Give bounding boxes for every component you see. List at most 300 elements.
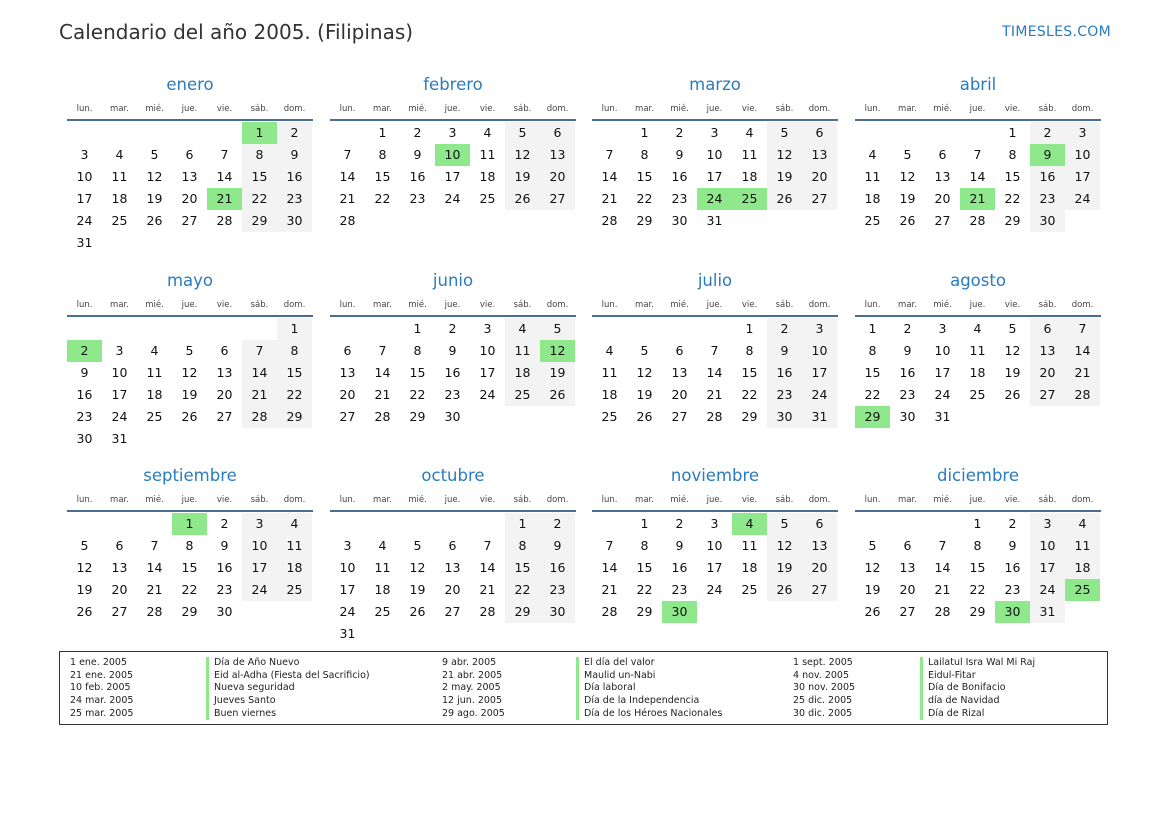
weekday-label: dom. xyxy=(808,495,831,505)
weekday-label: lun. xyxy=(339,300,356,310)
day-cell: 29 xyxy=(409,409,426,424)
day-cell: 24 xyxy=(76,213,93,228)
legend-holiday-name: El día del valor xyxy=(576,657,722,670)
weekday-label: dom. xyxy=(808,300,831,310)
empty-day-cell xyxy=(1065,601,1100,623)
day-cell: 10 xyxy=(706,538,723,553)
legend-holiday-name: Nueva seguridad xyxy=(206,682,370,695)
day-cell: 28 xyxy=(1065,384,1100,406)
legend-date: 10 feb. 2005 xyxy=(70,682,131,694)
day-cell: 19 xyxy=(146,191,163,206)
day-cell: 11 xyxy=(864,169,881,184)
day-cell: 4 xyxy=(745,125,754,140)
day-cell: 26 xyxy=(864,604,881,619)
day-cell: 12 xyxy=(899,169,916,184)
day-cell: 9 xyxy=(1008,538,1017,553)
weekday-label: sáb. xyxy=(1038,104,1057,114)
day-cell: 10 xyxy=(706,147,723,162)
empty-day-cell xyxy=(137,232,172,254)
day-cell: 9 xyxy=(413,147,422,162)
day-cell: 1 xyxy=(868,321,877,336)
day-cell: 30 xyxy=(767,406,802,428)
day-cell: 27 xyxy=(934,213,951,228)
day-cell: 31 xyxy=(706,213,723,228)
day-cell: 20 xyxy=(671,387,688,402)
month-abril xyxy=(855,74,1101,232)
day-cell: 21 xyxy=(601,191,618,206)
day-cell: 10 xyxy=(479,343,496,358)
legend-names-column xyxy=(920,657,1035,720)
day-cell: 23 xyxy=(444,387,461,402)
day-cell: 1 xyxy=(505,513,540,535)
empty-day-cell xyxy=(400,210,435,232)
day-cell: 23 xyxy=(671,191,688,206)
holiday-legend xyxy=(59,651,1108,725)
day-cell: 17 xyxy=(706,560,723,575)
day-grid xyxy=(592,512,838,623)
month-name: abril xyxy=(959,75,997,94)
weekday-label: jue. xyxy=(706,300,723,310)
day-cell: 28 xyxy=(601,604,618,619)
day-cell: 8 xyxy=(640,147,649,162)
day-cell: 28 xyxy=(934,604,951,619)
day-cell: 2 xyxy=(540,513,575,535)
holiday-day-cell: 29 xyxy=(855,406,890,428)
weekday-label: mié. xyxy=(670,495,689,505)
day-cell: 21 xyxy=(706,387,723,402)
day-cell: 17 xyxy=(242,557,277,579)
day-cell: 28 xyxy=(339,213,356,228)
day-cell: 22 xyxy=(969,582,986,597)
day-cell: 6 xyxy=(1030,318,1065,340)
weekday-label: dom. xyxy=(283,300,306,310)
weekday-label: jue. xyxy=(444,104,461,114)
day-cell: 12 xyxy=(146,169,163,184)
day-cell: 24 xyxy=(111,409,128,424)
day-cell: 5 xyxy=(903,147,912,162)
day-cell: 14 xyxy=(706,365,723,380)
day-cell: 6 xyxy=(802,122,837,144)
weekday-label: mié. xyxy=(670,104,689,114)
weekday-label: mié. xyxy=(145,300,164,310)
weekday-label: mar. xyxy=(898,495,917,505)
brand-link[interactable]: TIMESLES.COM xyxy=(1002,24,1111,40)
weekday-label: lun. xyxy=(76,300,93,310)
empty-day-cell xyxy=(330,122,365,144)
day-cell: 23 xyxy=(540,579,575,601)
day-cell: 5 xyxy=(413,538,422,553)
weekday-label: vie. xyxy=(216,495,233,505)
day-cell: 11 xyxy=(1065,535,1100,557)
day-cell: 10 xyxy=(76,169,93,184)
day-cell: 1 xyxy=(1008,125,1017,140)
legend-holiday-name: Día de Año Nuevo xyxy=(206,657,370,670)
weekday-label: sáb. xyxy=(775,104,794,114)
day-cell: 12 xyxy=(409,560,426,575)
day-cell: 26 xyxy=(146,213,163,228)
empty-day-cell xyxy=(995,406,1030,428)
month-julio xyxy=(592,270,838,428)
empty-day-cell xyxy=(172,232,207,254)
month-junio xyxy=(330,270,576,428)
day-cell: 15 xyxy=(277,362,312,384)
day-cell: 4 xyxy=(115,147,124,162)
weekday-label: mié. xyxy=(408,495,427,505)
day-cell: 29 xyxy=(505,601,540,623)
day-cell: 7 xyxy=(378,343,387,358)
day-cell: 28 xyxy=(479,604,496,619)
empty-day-cell xyxy=(802,210,837,232)
day-cell: 23 xyxy=(76,409,93,424)
empty-day-cell xyxy=(767,210,802,232)
weekday-label: jue. xyxy=(706,104,723,114)
day-cell: 16 xyxy=(277,166,312,188)
day-cell: 19 xyxy=(540,362,575,384)
day-cell: 16 xyxy=(76,387,93,402)
weekday-label: vie. xyxy=(741,104,758,114)
empty-day-cell xyxy=(592,122,627,144)
holiday-day-cell: 2 xyxy=(67,340,102,362)
day-cell: 15 xyxy=(636,560,653,575)
day-cell: 19 xyxy=(767,166,802,188)
weekday-header xyxy=(67,99,313,121)
day-cell: 2 xyxy=(903,321,912,336)
day-cell: 30 xyxy=(540,601,575,623)
month-name: junio xyxy=(432,271,474,290)
weekday-label: vie. xyxy=(216,104,233,114)
empty-day-cell xyxy=(102,232,137,254)
day-cell: 25 xyxy=(505,384,540,406)
weekday-label: jue. xyxy=(181,495,198,505)
weekday-label: mié. xyxy=(933,104,952,114)
empty-day-cell xyxy=(767,601,802,623)
empty-day-cell xyxy=(67,122,102,144)
day-cell: 25 xyxy=(969,387,986,402)
empty-day-cell xyxy=(890,513,925,535)
day-cell: 18 xyxy=(146,387,163,402)
day-cell: 26 xyxy=(76,604,93,619)
empty-day-cell xyxy=(1030,406,1065,428)
day-cell: 30 xyxy=(216,604,233,619)
day-grid xyxy=(592,317,838,428)
day-cell: 31 xyxy=(339,626,356,641)
day-cell: 26 xyxy=(636,409,653,424)
day-cell: 18 xyxy=(741,560,758,575)
empty-day-cell xyxy=(732,601,767,623)
day-cell: 16 xyxy=(671,560,688,575)
weekday-header xyxy=(855,490,1101,512)
legend-date: 21 abr. 2005 xyxy=(442,669,503,681)
day-cell: 7 xyxy=(220,147,229,162)
day-cell: 12 xyxy=(864,560,881,575)
weekday-label: mar. xyxy=(373,495,392,505)
day-cell: 9 xyxy=(80,365,89,380)
day-cell: 20 xyxy=(1030,362,1065,384)
day-cell: 1 xyxy=(378,125,387,140)
legend-date: 29 ago. 2005 xyxy=(442,707,505,719)
day-cell: 11 xyxy=(374,560,391,575)
empty-day-cell xyxy=(855,122,890,144)
day-cell: 28 xyxy=(706,409,723,424)
weekday-label: jue. xyxy=(969,104,986,114)
day-cell: 5 xyxy=(540,318,575,340)
day-cell: 23 xyxy=(1004,582,1021,597)
day-cell: 5 xyxy=(868,538,877,553)
day-cell: 14 xyxy=(242,362,277,384)
weekday-label: mié. xyxy=(408,104,427,114)
empty-day-cell xyxy=(592,513,627,535)
day-cell: 18 xyxy=(111,191,128,206)
weekday-label: jue. xyxy=(706,495,723,505)
holiday-day-cell: 25 xyxy=(732,188,767,210)
weekday-label: jue. xyxy=(444,495,461,505)
weekday-label: lun. xyxy=(76,495,93,505)
day-cell: 2 xyxy=(277,122,312,144)
day-cell: 13 xyxy=(1030,340,1065,362)
day-cell: 23 xyxy=(899,387,916,402)
day-cell: 27 xyxy=(899,604,916,619)
day-cell: 5 xyxy=(767,122,802,144)
weekday-label: mar. xyxy=(635,495,654,505)
month-name: julio xyxy=(697,271,733,290)
weekday-label: sáb. xyxy=(775,300,794,310)
day-cell: 1 xyxy=(973,516,982,531)
month-diciembre xyxy=(855,465,1101,623)
weekday-label: sáb. xyxy=(250,300,269,310)
legend-date: 25 dic. 2005 xyxy=(793,695,853,707)
day-cell: 12 xyxy=(505,144,540,166)
legend-date: 1 sept. 2005 xyxy=(793,657,853,668)
day-grid xyxy=(67,512,313,623)
day-cell: 18 xyxy=(601,387,618,402)
day-cell: 1 xyxy=(745,321,754,336)
day-cell: 3 xyxy=(1065,122,1100,144)
day-cell: 15 xyxy=(181,560,198,575)
day-cell: 23 xyxy=(1030,188,1065,210)
day-cell: 22 xyxy=(505,579,540,601)
day-cell: 21 xyxy=(242,384,277,406)
day-cell: 9 xyxy=(540,535,575,557)
day-cell: 12 xyxy=(767,535,802,557)
holiday-day-cell: 21 xyxy=(960,188,995,210)
holiday-day-cell: 24 xyxy=(697,188,732,210)
legend-holiday-name: Maulid un-Nabi xyxy=(576,670,722,683)
empty-day-cell xyxy=(592,318,627,340)
day-cell: 27 xyxy=(181,213,198,228)
day-cell: 9 xyxy=(277,144,312,166)
day-cell: 18 xyxy=(1065,557,1100,579)
day-cell: 19 xyxy=(181,387,198,402)
day-cell: 9 xyxy=(448,343,457,358)
day-cell: 17 xyxy=(1065,166,1100,188)
day-cell: 20 xyxy=(802,557,837,579)
empty-day-cell xyxy=(802,601,837,623)
weekday-label: dom. xyxy=(283,104,306,114)
weekday-label: lun. xyxy=(864,104,881,114)
empty-day-cell xyxy=(960,122,995,144)
day-cell: 11 xyxy=(505,340,540,362)
empty-day-cell xyxy=(662,318,697,340)
day-cell: 27 xyxy=(216,409,233,424)
day-cell: 26 xyxy=(767,579,802,601)
day-cell: 20 xyxy=(181,191,198,206)
day-cell: 25 xyxy=(479,191,496,206)
weekday-header xyxy=(855,99,1101,121)
legend-date: 4 nov. 2005 xyxy=(793,669,849,681)
empty-day-cell xyxy=(1065,210,1100,232)
weekday-label: sáb. xyxy=(775,495,794,505)
legend-holiday-name: Día de Rizal xyxy=(920,708,1035,721)
page-title: Calendario del año 2005. (Filipinas) xyxy=(59,20,414,44)
day-grid xyxy=(855,121,1101,232)
day-cell: 4 xyxy=(378,538,387,553)
day-cell: 14 xyxy=(146,560,163,575)
day-cell: 22 xyxy=(741,387,758,402)
empty-day-cell xyxy=(242,428,277,450)
day-cell: 21 xyxy=(1065,362,1100,384)
day-cell: 24 xyxy=(802,384,837,406)
day-cell: 24 xyxy=(1030,579,1065,601)
day-cell: 31 xyxy=(111,431,128,446)
day-cell: 18 xyxy=(741,169,758,184)
day-cell: 16 xyxy=(671,169,688,184)
weekday-header xyxy=(330,99,576,121)
legend-holiday-name: Eid al-Adha (Fiesta del Sacrificio) xyxy=(206,670,370,683)
empty-day-cell xyxy=(890,122,925,144)
weekday-label: jue. xyxy=(969,300,986,310)
weekday-label: lun. xyxy=(601,104,618,114)
day-cell: 7 xyxy=(483,538,492,553)
weekday-label: lun. xyxy=(339,104,356,114)
weekday-label: sáb. xyxy=(250,104,269,114)
day-cell: 28 xyxy=(601,213,618,228)
day-cell: 21 xyxy=(374,387,391,402)
day-cell: 14 xyxy=(1065,340,1100,362)
day-cell: 11 xyxy=(111,169,128,184)
empty-day-cell xyxy=(330,318,365,340)
empty-day-cell xyxy=(400,513,435,535)
day-cell: 29 xyxy=(636,213,653,228)
legend-date: 30 nov. 2005 xyxy=(793,682,856,694)
day-cell: 31 xyxy=(802,406,837,428)
legend-date: 1 ene. 2005 xyxy=(70,657,127,668)
month-name: noviembre xyxy=(670,466,760,485)
empty-day-cell xyxy=(137,428,172,450)
day-cell: 19 xyxy=(899,191,916,206)
empty-day-cell xyxy=(67,513,102,535)
weekday-label: dom. xyxy=(1071,300,1094,310)
day-cell: 8 xyxy=(378,147,387,162)
day-cell: 29 xyxy=(636,604,653,619)
day-grid xyxy=(855,317,1101,428)
legend-dates-column xyxy=(793,657,855,720)
empty-day-cell xyxy=(365,318,400,340)
day-cell: 11 xyxy=(479,147,496,162)
holiday-day-cell: 1 xyxy=(242,122,277,144)
empty-day-cell xyxy=(1065,406,1100,428)
empty-day-cell xyxy=(627,318,662,340)
holiday-day-cell: 9 xyxy=(1030,144,1065,166)
day-cell: 4 xyxy=(505,318,540,340)
empty-day-cell xyxy=(470,210,505,232)
month-name: agosto xyxy=(950,271,1006,290)
day-cell: 27 xyxy=(1030,384,1065,406)
weekday-label: lun. xyxy=(864,495,881,505)
weekday-label: mar. xyxy=(110,104,129,114)
month-name: mayo xyxy=(166,271,214,290)
day-cell: 5 xyxy=(150,147,159,162)
legend-holiday-name: Día laboral xyxy=(576,682,722,695)
day-cell: 21 xyxy=(934,582,951,597)
day-cell: 23 xyxy=(671,582,688,597)
day-cell: 31 xyxy=(76,235,93,250)
legend-holiday-name: Lailatul Isra Wal Mi Raj xyxy=(920,657,1035,670)
day-cell: 8 xyxy=(277,340,312,362)
day-grid xyxy=(330,317,576,428)
day-grid xyxy=(855,512,1101,623)
day-cell: 8 xyxy=(1008,147,1017,162)
day-cell: 19 xyxy=(76,582,93,597)
day-cell: 8 xyxy=(505,535,540,557)
month-octubre xyxy=(330,465,576,645)
weekday-label: dom. xyxy=(1071,104,1094,114)
day-cell: 25 xyxy=(277,579,312,601)
day-cell: 28 xyxy=(242,406,277,428)
day-cell: 16 xyxy=(1030,166,1065,188)
day-cell: 25 xyxy=(146,409,163,424)
weekday-label: vie. xyxy=(1004,300,1021,310)
empty-day-cell xyxy=(365,623,400,645)
day-cell: 13 xyxy=(802,144,837,166)
empty-day-cell xyxy=(102,318,137,340)
weekday-label: dom. xyxy=(283,495,306,505)
day-cell: 12 xyxy=(636,365,653,380)
day-cell: 6 xyxy=(938,147,947,162)
day-cell: 7 xyxy=(242,340,277,362)
legend-dates-column xyxy=(442,657,505,720)
day-cell: 15 xyxy=(741,365,758,380)
day-cell: 18 xyxy=(374,582,391,597)
day-cell: 3 xyxy=(802,318,837,340)
day-cell: 3 xyxy=(242,513,277,535)
day-cell: 12 xyxy=(1004,343,1021,358)
day-cell: 13 xyxy=(444,560,461,575)
day-cell: 20 xyxy=(899,582,916,597)
day-cell: 18 xyxy=(479,169,496,184)
empty-day-cell xyxy=(732,210,767,232)
day-cell: 16 xyxy=(767,362,802,384)
weekday-label: vie. xyxy=(216,300,233,310)
day-cell: 1 xyxy=(277,318,312,340)
day-cell: 14 xyxy=(601,169,618,184)
day-cell: 4 xyxy=(868,147,877,162)
weekday-label: jue. xyxy=(444,300,461,310)
day-cell: 20 xyxy=(216,387,233,402)
weekday-label: lun. xyxy=(601,300,618,310)
day-cell: 27 xyxy=(802,579,837,601)
month-noviembre xyxy=(592,465,838,623)
day-cell: 6 xyxy=(220,343,229,358)
day-cell: 5 xyxy=(80,538,89,553)
day-cell: 5 xyxy=(767,513,802,535)
empty-day-cell xyxy=(470,623,505,645)
day-cell: 31 xyxy=(934,409,951,424)
weekday-label: mié. xyxy=(145,495,164,505)
weekday-label: mar. xyxy=(635,104,654,114)
day-cell: 27 xyxy=(540,188,575,210)
weekday-label: vie. xyxy=(479,495,496,505)
day-cell: 22 xyxy=(636,582,653,597)
